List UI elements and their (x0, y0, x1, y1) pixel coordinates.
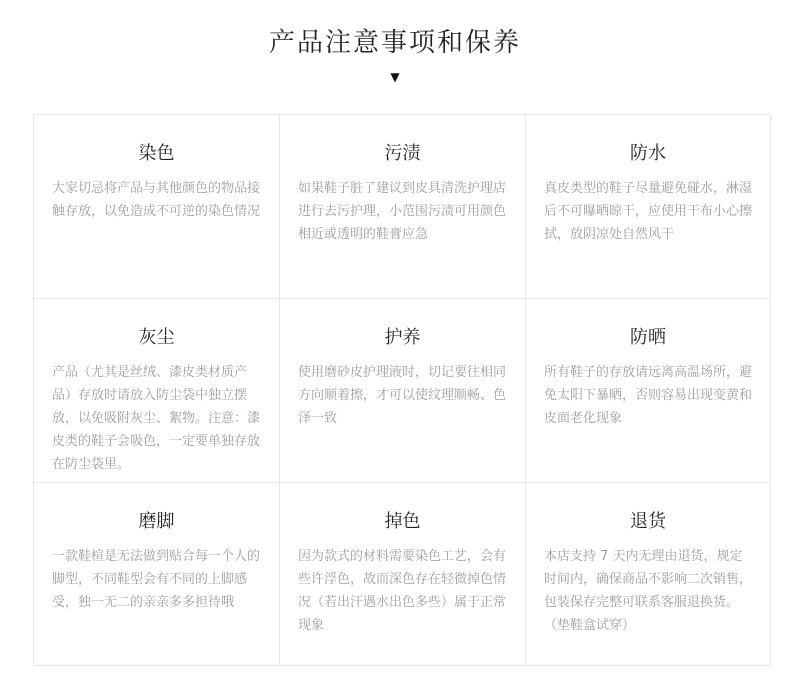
care-tip-text: 因为款式的材料需要染色工艺，会有些许浮色，故而深色存在轻微掉色情况（若出汗遇水出色多些）属于正常现象 (298, 549, 507, 633)
care-tip-dust (34, 299, 280, 483)
care-tip-stains (280, 115, 526, 299)
care-tip-text: 真皮类型的鞋子尽量避免碰水，淋湿后不可曝晒晾干，应使用干布小心擦拭，放阴凉处自然风干 (544, 181, 753, 242)
care-tip-text: 大家切忌将产品与其他颜色的物品接触存放，以免造成不可逆的染色情况 (52, 181, 261, 219)
page-title: 产品注意事项和保养 (268, 28, 521, 58)
care-tip-title: 磨脚 (138, 511, 175, 532)
care-tip-text: 本店支持 7 天内无理由退货，规定时间内，确保商品不影响二次销售，包装保存完整可联系客服退换货。（垫鞋盒试穿） (544, 549, 753, 633)
care-tip-title: 防晒 (630, 327, 666, 348)
care-tip-text: 产品（尤其是丝绒、漆皮类材质产品）存放时请放入防尘袋中独立摆放，以免吸附灰尘、絮物。注意：漆皮类的鞋子会吸色，一定要单独存放在防尘袋里。 (52, 365, 261, 472)
care-tip-text: 使用磨砂皮护理液时，切记要往相同方向顺着擦，才可以使纹理顺畅、色泽一致 (298, 365, 507, 426)
care-tip-title: 防水 (630, 143, 666, 164)
care-tip-title: 灰尘 (138, 327, 175, 348)
care-tip-title: 染色 (138, 143, 175, 164)
care-tip-title: 污渍 (384, 143, 421, 164)
care-tip-title: 掉色 (384, 511, 421, 532)
care-tips-grid (33, 114, 770, 665)
down-triangle-icon: ▼ (390, 70, 400, 84)
care-tip-dyeing (34, 115, 280, 299)
care-tip-text: 如果鞋子脏了建议到皮具清洗护理店进行去污护理，小范围污渍可用颜色相近或透明的鞋膏应急 (298, 181, 507, 242)
care-tip-sun-protection (526, 299, 771, 483)
care-tip-waterproof (526, 115, 771, 299)
care-tip-text: 所有鞋子的存放请远离高温场所，避免太阳下暴晒，否则容易出现变黄和皮面老化现象 (544, 365, 753, 426)
care-tip-title: 护养 (384, 327, 421, 348)
care-tip-chafing (34, 483, 280, 666)
care-tip-maintenance (280, 299, 526, 483)
care-tip-returns (526, 483, 771, 666)
care-tip-color-fading (280, 483, 526, 666)
care-tip-title: 退货 (630, 511, 666, 532)
care-tip-text: 一款鞋楦是无法做到贴合每一个人的脚型，不同鞋型会有不同的上脚感受，独一无二的亲亲多多担待哦 (52, 549, 261, 610)
